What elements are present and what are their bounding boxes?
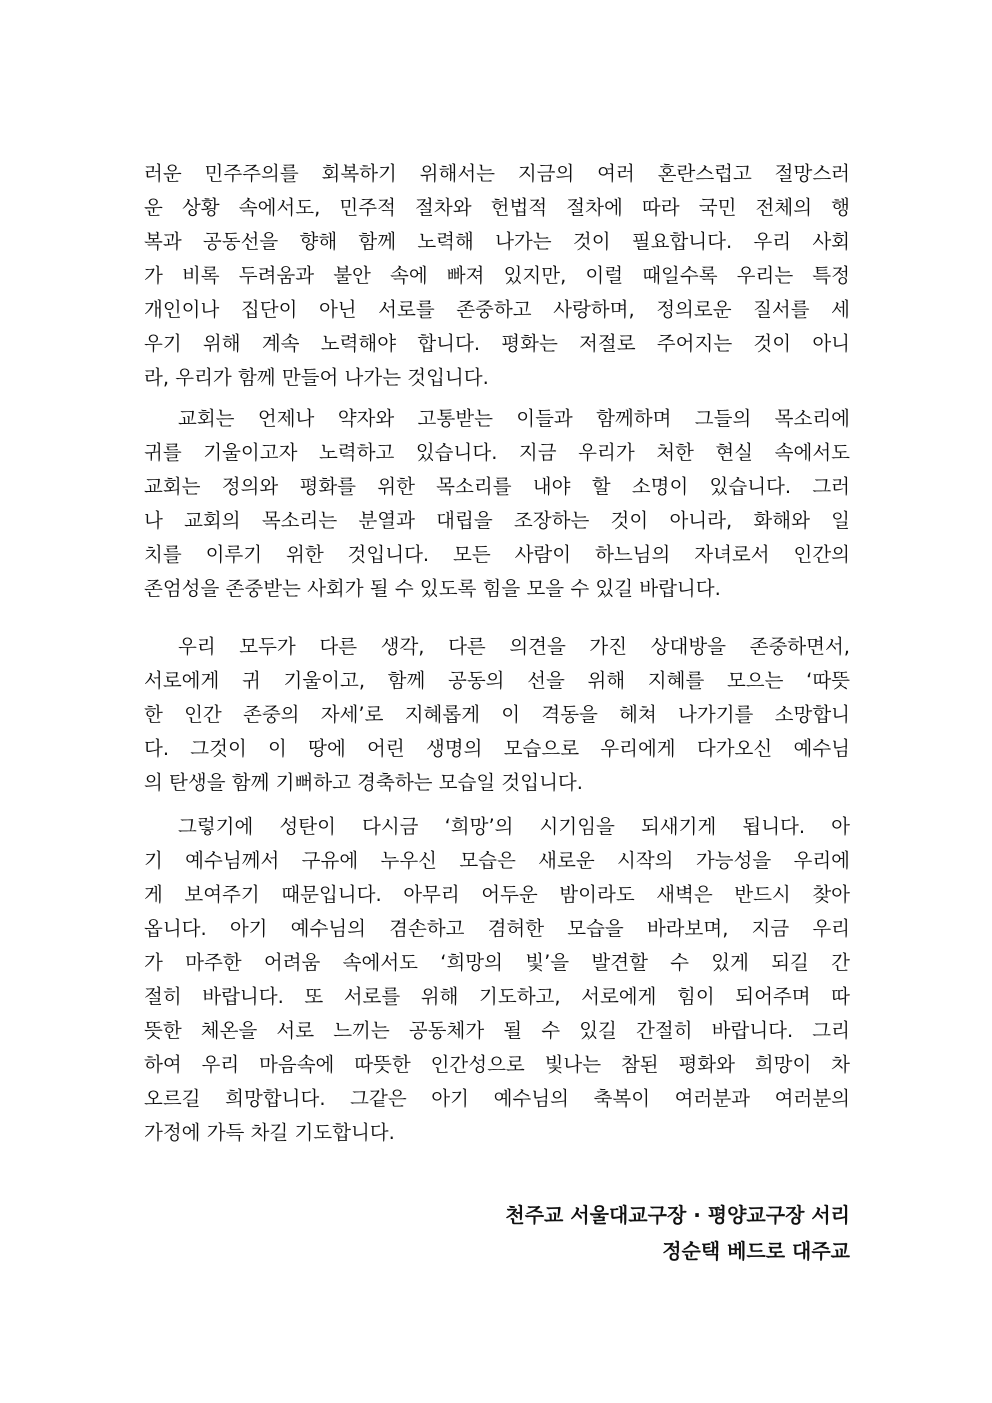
text-line: 절히 바랍니다. 또 서로를 위해 기도하고, 서로에게 힘이 되어주며 따 <box>144 985 850 1008</box>
text-line: 러운 민주주의를 회복하기 위해서는 지금의 여러 혼란스럽고 절망스러 <box>144 162 850 185</box>
text-line: 치를 이루기 위한 것입니다. 모든 사람이 하느님의 자녀로서 인간의 <box>144 543 850 566</box>
text-line: 나 교회의 목소리는 분열과 대립을 조장하는 것이 아니라, 화해와 일 <box>144 509 850 532</box>
text-line: 개인이나 집단이 아닌 서로를 존중하고 사랑하며, 정의로운 질서를 세 <box>144 298 850 321</box>
paragraph-hope <box>144 810 850 1150</box>
text-line: 복과 공동선을 향해 함께 노력해 나가는 것이 필요합니다. 우리 사회 <box>144 230 850 253</box>
signature-title: 천주교 서울대교구장 · 평양교구장 서리 <box>505 1203 850 1227</box>
text-line: 귀를 기울이고자 노력하고 있습니다. 지금 우리가 처한 현실 속에서도 <box>144 441 850 464</box>
text-line: 가 비록 두려움과 불안 속에 빠져 있지만, 이럴 때일수록 우리는 특정 <box>144 264 850 287</box>
text-line: 우기 위해 계속 노력해야 합니다. 평화는 저절로 주어지는 것이 아니 <box>144 332 850 355</box>
text-line: 기 예수님께서 구유에 누우신 모습은 새로운 시작의 가능성을 우리에 <box>144 849 850 872</box>
text-line: 옵니다. 아기 예수님의 겸손하고 겸허한 모습을 바라보며, 지금 우리 <box>144 917 850 940</box>
text-line: 존엄성을 존중받는 사회가 될 수 있도록 힘을 모을 수 있길 바랍니다. <box>144 577 721 600</box>
text-line: 그렇기에 성탄이 다시금 ‘희망’의 시기임을 되새기게 됩니다. 아 <box>178 815 850 838</box>
paragraph-respect <box>144 630 850 800</box>
text-line: 서로에게 귀 기울이고, 함께 공동의 선을 위해 지혜를 모으는 ‘따뜻 <box>144 669 850 692</box>
text-line: 우리 모두가 다른 생각, 다른 의견을 가진 상대방을 존중하면서, <box>178 635 850 658</box>
text-line: 하여 우리 마음속에 따뜻한 인간성으로 빛나는 참된 평화와 희망이 차 <box>144 1053 850 1076</box>
text-line: 뜻한 체온을 서로 느끼는 공동체가 될 수 있길 간절히 바랍니다. 그리 <box>144 1019 850 1042</box>
paragraph-church <box>144 402 850 606</box>
text-line: 라, 우리가 함께 만들어 나가는 것입니다. <box>144 366 489 389</box>
text-line: 교회는 정의와 평화를 위한 목소리를 내야 할 소명이 있습니다. 그러 <box>144 475 850 498</box>
text-line: 가 마주한 어려움 속에서도 ‘희망의 빛’을 발견할 수 있게 되길 간 <box>144 951 850 974</box>
paragraph-democracy <box>144 157 850 395</box>
text-line: 게 보여주기 때문입니다. 아무리 어두운 밤이라도 새벽은 반드시 찾아 <box>144 883 850 906</box>
text-line: 한 인간 존중의 자세’로 지혜롭게 이 격동을 헤쳐 나가기를 소망합니 <box>144 703 850 726</box>
text-line: 다. 그것이 이 땅에 어린 생명의 모습으로 우리에게 다가오신 예수님 <box>144 737 850 760</box>
text-line: 운 상황 속에서도, 민주적 절차와 헌법적 절차에 따라 국민 전체의 행 <box>144 196 850 219</box>
text-line: 의 탄생을 함께 기뻐하고 경축하는 모습일 것입니다. <box>144 771 583 794</box>
text-line: 가정에 가득 차길 기도합니다. <box>144 1121 395 1144</box>
signature-name: 정순택 베드로 대주교 <box>662 1239 850 1263</box>
text-line: 오르길 희망합니다. 그같은 아기 예수님의 축복이 여러분과 여러분의 <box>144 1087 850 1110</box>
text-line: 교회는 언제나 약자와 고통받는 이들과 함께하며 그들의 목소리에 <box>178 407 850 430</box>
